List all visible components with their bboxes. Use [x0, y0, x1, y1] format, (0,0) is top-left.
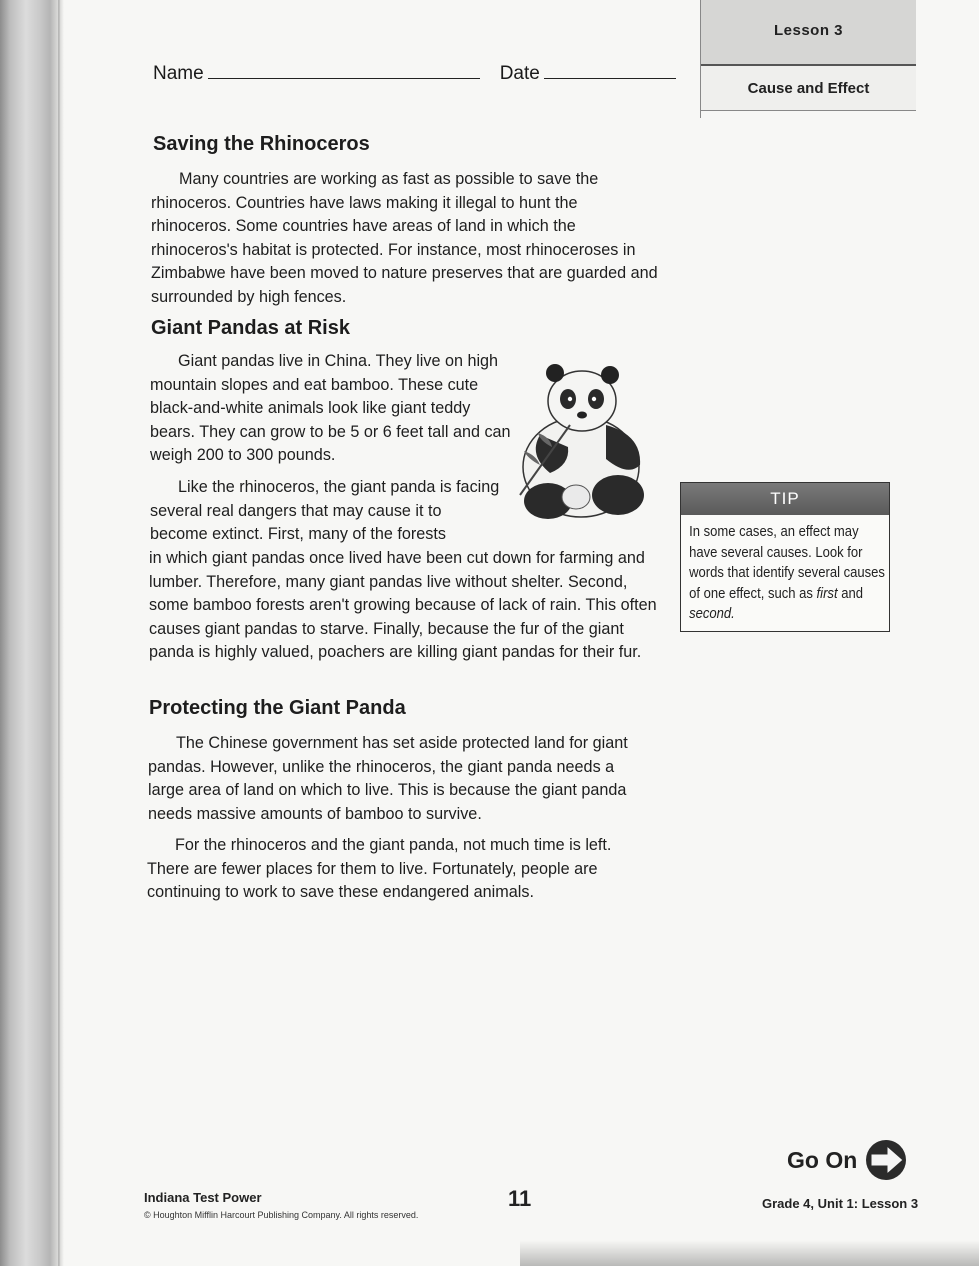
date-label: Date — [499, 63, 540, 84]
rhino-paragraph: Many countries are working as fast as possible to save the rhinoceros. Countries have laws making it illegal to hunt the rhinoceros. Some countries have areas of land in which the rhinoceros's habitat is protected. For instance, most rhinoceroses in Zimbabwe have been moved to nature preserves that are guarded and surrounded by high fences. — [151, 170, 658, 306]
tip-word-second: second. — [689, 606, 735, 623]
protect-paragraph-2: For the rhinoceros and the giant panda, not much time is left. There are fewer places for them to live. Fortunately, people are continuing to work to save these endangered animals. — [147, 836, 612, 902]
date-field[interactable] — [544, 62, 676, 79]
panda-paragraph-2a: Like the rhinoceros, the giant panda is facing several real dangers that may cause it to become extinct. First, many of the forests — [150, 478, 500, 544]
section-title-protect: Protecting the Giant Panda — [149, 697, 406, 719]
name-field[interactable] — [208, 62, 480, 79]
section-title-rhino: Saving the Rhinoceros — [153, 133, 370, 155]
tip-word-first: first — [816, 585, 838, 602]
tip-heading: TIP — [681, 483, 889, 515]
copyright-notice: © Houghton Mifflin Harcourt Publishing Company. All rights reserved. — [144, 1210, 419, 1220]
go-on-indicator — [787, 1138, 909, 1182]
lesson-header-box — [700, 0, 916, 118]
arrow-right-icon — [863, 1138, 909, 1182]
page-curl-shadow — [520, 1240, 979, 1266]
section-title-panda: Giant Pandas at Risk — [151, 317, 350, 339]
panda-paragraph-1: Giant pandas live in China. They live on high mountain slopes and eat bamboo. These cute black-and-white animals look like giant teddy bears. They can grow to be 5 or 6 feet tall and can weigh 200 to 300 pounds. — [150, 352, 511, 465]
name-label: Name — [153, 63, 204, 84]
tip-box — [680, 482, 890, 632]
grade-unit-lesson: Grade 4, Unit 1: Lesson 3 — [762, 1196, 919, 1211]
lesson-label: Lesson 3 — [701, 0, 916, 66]
name-date-row — [153, 62, 676, 85]
tip-text-start: In some cases, an effect may have several causes. Look for words that identify several causes of one effect, such as — [689, 524, 885, 602]
book-binding-shadow — [0, 0, 60, 1266]
panda-illustration — [510, 355, 652, 525]
page-edge-shadow — [58, 0, 64, 1266]
tip-text — [681, 515, 895, 625]
protect-paragraph-1: The Chinese government has set aside protected land for giant pandas. However, unlike the rhinoceros, the giant panda needs a large area of land on which to live. This is because the giant panda needs massive amounts of bamboo to survive. — [148, 734, 628, 823]
tip-word-and: and — [837, 585, 863, 602]
skill-label: Cause and Effect — [701, 66, 916, 111]
go-on-label: Go On — [787, 1146, 858, 1173]
publication-title: Indiana Test Power — [144, 1190, 262, 1205]
page-number: 11 — [508, 1186, 532, 1211]
panda-paragraph-2b: in which giant pandas once lived have been cut down for farming and lumber. Therefore, many giant pandas live without shelter. Second, some bamboo forests aren't growing because of lack of rain. This often causes giant pandas to starve. Finally, because the fur of the giant panda is highly valued, poachers are killing giant pandas for their fur. — [149, 549, 657, 662]
